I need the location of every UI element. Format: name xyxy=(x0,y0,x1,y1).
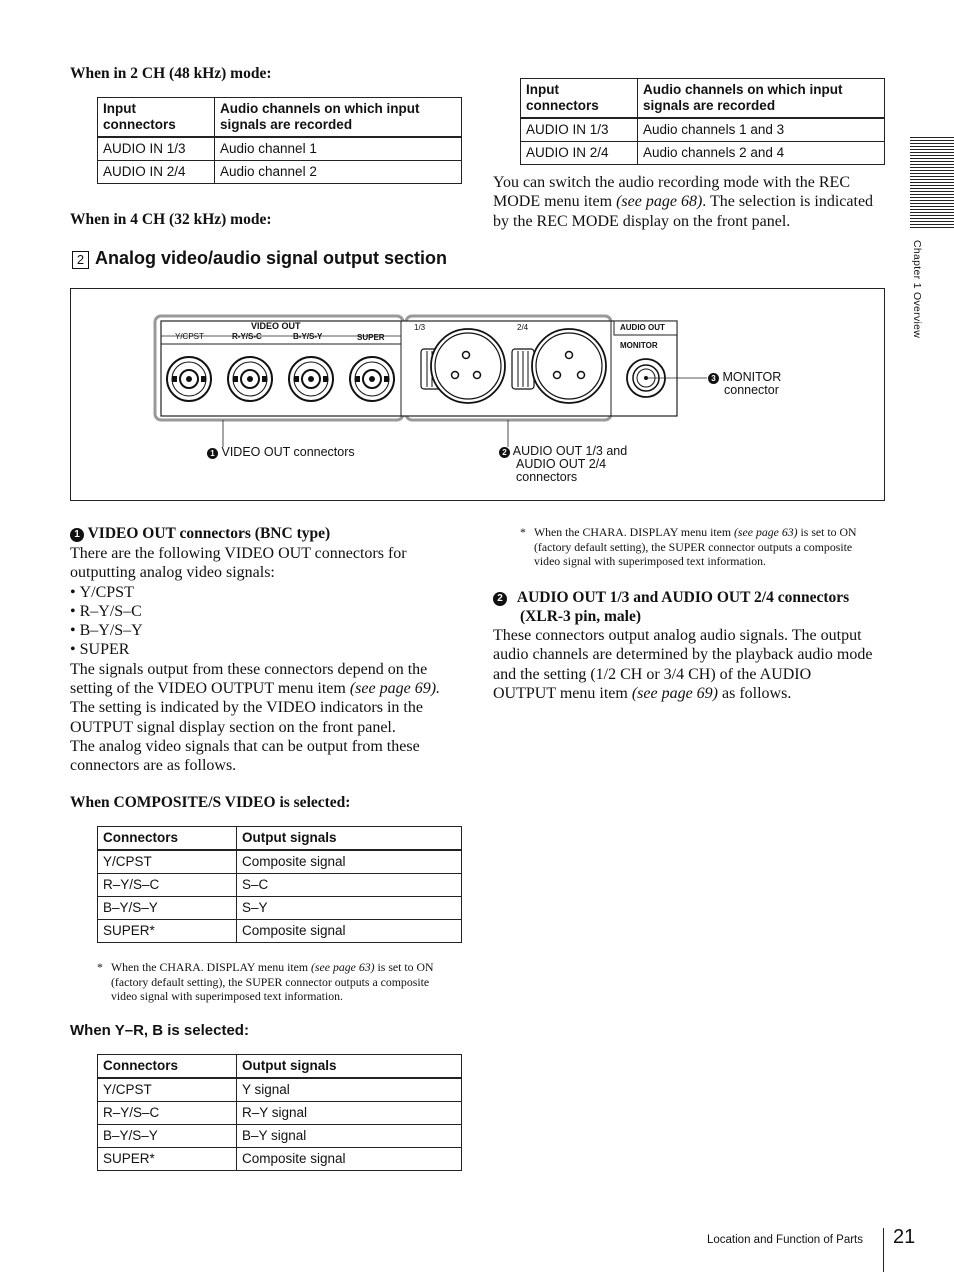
table-cell: SUPER* xyxy=(98,920,237,943)
footnote-marker: * xyxy=(520,525,526,539)
text-line xyxy=(534,525,890,540)
text-line: The setting is indicated by the VIDEO indicators in the xyxy=(70,699,423,717)
bnc-connector-super xyxy=(350,357,394,401)
callout-1 xyxy=(207,446,355,459)
callout-number: 2 xyxy=(499,447,510,458)
table-header-row xyxy=(98,827,462,851)
table-cell: R–Y/S–C xyxy=(98,1102,237,1125)
text-line xyxy=(70,679,470,698)
item-heading-text: VIDEO OUT connectors (BNC type) xyxy=(87,525,331,542)
item-heading-text: AUDIO OUT 1/3 and AUDIO OUT 2/4 connectors xyxy=(516,589,850,606)
table-header-cell: Audio channels on which input signals are recorded xyxy=(638,79,885,119)
mode-4ch-heading: When in 4 CH (32 kHz) mode: xyxy=(70,211,272,228)
table-cell: Audio channel 1 xyxy=(215,137,462,161)
section-number-box: 2 xyxy=(72,251,89,269)
table-header-row xyxy=(98,1055,462,1079)
text-line: video signal with superimposed text information. xyxy=(111,989,343,1004)
table-cell: Y/CPST xyxy=(98,1078,237,1102)
text-span: as follows. xyxy=(722,684,792,702)
text-line: The analog video signals that can be output from these xyxy=(70,737,420,755)
table-cell: Composite signal xyxy=(237,850,462,874)
table-cell: S–Y xyxy=(237,897,462,920)
table-row xyxy=(98,1125,462,1148)
bullet-text: B–Y/S–Y xyxy=(79,622,143,640)
section-title: Analog video/audio signal output section xyxy=(95,248,448,268)
table-header-cell: Audio channels on which input signals are recorded xyxy=(215,98,462,138)
text-line: (factory default setting), the SUPER connector outputs a composite xyxy=(534,539,853,554)
connector-label: Y/CPST xyxy=(175,332,204,341)
bullet-text: Y/CPST xyxy=(79,583,134,601)
text-line xyxy=(493,192,893,211)
text-span: When the CHARA. DISPLAY menu item xyxy=(111,960,309,974)
table-4ch xyxy=(520,78,885,165)
page-number: 21 xyxy=(893,1226,916,1248)
text-line: The signals output from these connectors depend on the xyxy=(70,660,428,678)
table-row xyxy=(98,897,462,920)
table-cell: B–Y/S–Y xyxy=(98,1125,237,1148)
xlr-label: 1/3 xyxy=(414,323,426,332)
text-span: . The selection is indicated xyxy=(702,193,874,211)
text-line: video signal with superimposed text information. xyxy=(534,554,766,569)
callout-text: connector xyxy=(724,383,779,397)
composite-heading: When COMPOSITE/S VIDEO is selected: xyxy=(70,794,351,811)
table-cell: Composite signal xyxy=(237,1148,462,1171)
table-row xyxy=(98,920,462,943)
text-line xyxy=(493,684,893,703)
yrb-heading: When Y–R, B is selected: xyxy=(70,1022,249,1039)
text-line: (factory default setting), the SUPER connector outputs a composite xyxy=(111,974,430,989)
table-row xyxy=(521,118,885,142)
item1-heading xyxy=(70,525,330,543)
text-span: is set to ON xyxy=(377,960,434,974)
sidebar-chapter-label: Chapter 1 Overview xyxy=(911,240,923,339)
table-cell: AUDIO IN 1/3 xyxy=(521,118,638,142)
callout-number: 1 xyxy=(207,448,218,459)
bnc-connector-r-y-s-c xyxy=(228,357,272,401)
table-row xyxy=(98,874,462,897)
table-cell: Y/CPST xyxy=(98,850,237,874)
table-cell: Composite signal xyxy=(237,920,462,943)
text-line: You can switch the audio recording mode with the REC xyxy=(493,174,850,191)
table-cell: R–Y/S–C xyxy=(98,874,237,897)
callout-number: 3 xyxy=(708,373,719,384)
bullet-text: R–Y/S–C xyxy=(79,602,142,620)
audio-out-panel-label: AUDIO OUT xyxy=(620,323,665,332)
table-header-cell: Input connectors xyxy=(521,79,638,119)
text-line xyxy=(111,960,467,975)
page-reference-link[interactable]: (see page 68) xyxy=(616,193,703,211)
connector-label: B-Y/S-Y xyxy=(293,332,323,341)
callout-text: AUDIO OUT 2/4 xyxy=(516,457,607,471)
text-span: MODE menu item xyxy=(493,193,613,211)
rec-mode-paragraph xyxy=(493,173,893,231)
page-reference-link[interactable]: (see page 69) xyxy=(631,684,718,702)
table-cell: Y signal xyxy=(237,1078,462,1102)
table-cell: AUDIO IN 2/4 xyxy=(521,142,638,165)
text-line: These connectors output analog audio signals. The output xyxy=(493,627,862,644)
text-line: There are the following VIDEO OUT connectors for xyxy=(70,545,407,562)
bullet-item: • Y/CPST xyxy=(70,583,134,601)
callout-2 xyxy=(499,445,627,484)
item-number-circle: 2 xyxy=(493,592,507,606)
item1-body xyxy=(70,544,470,776)
page-reference-link[interactable]: (see page 63) xyxy=(734,525,798,539)
table-header-cell: Output signals xyxy=(237,1055,462,1079)
text-span: is set to ON xyxy=(800,525,857,539)
footer-section-name: Location and Function of Parts xyxy=(707,1234,863,1246)
table-header-row xyxy=(521,79,885,119)
xlr-label: 2/4 xyxy=(517,323,529,332)
text-line: and the setting (1/2 CH or 3/4 CH) of the AUDIO xyxy=(493,665,812,683)
bullet-item: • R–Y/S–C xyxy=(70,602,142,620)
item-number-circle: 1 xyxy=(70,528,84,542)
text-span: OUTPUT menu item xyxy=(493,684,628,702)
footer-divider xyxy=(883,1228,884,1272)
section-heading xyxy=(72,248,447,269)
table-row xyxy=(98,850,462,874)
mode-2ch-heading: When in 2 CH (48 kHz) mode: xyxy=(70,65,272,82)
footnote-marker: * xyxy=(97,960,103,974)
table-cell: B–Y signal xyxy=(237,1125,462,1148)
video-out-panel-label: VIDEO OUT xyxy=(251,321,301,331)
text-span: When the CHARA. DISPLAY menu item xyxy=(534,525,732,539)
callout-3 xyxy=(708,371,781,397)
table-cell: AUDIO IN 2/4 xyxy=(98,161,215,184)
bullet-item: • SUPER xyxy=(70,641,130,659)
bullet-item: • B–Y/S–Y xyxy=(70,622,143,640)
table-2ch xyxy=(97,97,462,184)
table-cell: B–Y/S–Y xyxy=(98,897,237,920)
footnote-left xyxy=(97,960,467,1004)
table-row xyxy=(98,137,462,161)
table-row xyxy=(98,1148,462,1171)
table-header-cell: Output signals xyxy=(237,827,462,851)
table-row xyxy=(98,1102,462,1125)
callout-text: VIDEO OUT connectors xyxy=(221,445,355,459)
table-cell: S–C xyxy=(237,874,462,897)
bnc-connector-b-y-s-y xyxy=(289,357,333,401)
table-header-cell: Connectors xyxy=(98,1055,237,1079)
table-cell: R–Y signal xyxy=(237,1102,462,1125)
page-reference-link[interactable]: (see page 63) xyxy=(311,960,375,974)
table-cell: SUPER* xyxy=(98,1148,237,1171)
table-row xyxy=(521,142,885,165)
footnote-right xyxy=(520,525,890,569)
table-header-cell: Connectors xyxy=(98,827,237,851)
text-span: setting of the VIDEO OUTPUT menu item xyxy=(70,680,346,698)
bnc-connector-y-cpst xyxy=(167,357,211,401)
table-cell: Audio channel 2 xyxy=(215,161,462,184)
callout-text: MONITOR xyxy=(722,370,782,384)
connector-label: R-Y/S-C xyxy=(232,332,262,341)
connector-label: SUPER xyxy=(357,333,385,342)
text-line: OUTPUT signal display section on the front panel. xyxy=(70,718,396,736)
table-row xyxy=(98,161,462,184)
table-yrb xyxy=(97,1054,462,1171)
item2-body xyxy=(493,626,893,703)
table-row xyxy=(98,1078,462,1102)
page-reference-link[interactable]: (see page 69). xyxy=(349,680,441,698)
table-composite xyxy=(97,826,462,943)
bullet-text: SUPER xyxy=(79,641,130,659)
table-header-row xyxy=(98,98,462,138)
text-line: by the REC MODE display on the front panel. xyxy=(493,212,791,230)
text-line: outputting analog video signals: xyxy=(70,564,275,582)
text-line: audio channels are determined by the playback audio mode xyxy=(493,646,873,664)
rear-panel-diagram xyxy=(70,288,885,501)
item-heading-text: (XLR-3 pin, male) xyxy=(520,608,641,625)
item2-heading xyxy=(493,588,849,626)
table-header-cell: Input connectors xyxy=(98,98,215,138)
table-cell: AUDIO IN 1/3 xyxy=(98,137,215,161)
table-cell: Audio channels 1 and 3 xyxy=(638,118,885,142)
chapter-tab-stripes xyxy=(910,137,954,230)
callout-text: connectors xyxy=(516,470,578,484)
monitor-panel-label: MONITOR xyxy=(620,341,658,350)
callout-text: AUDIO OUT 1/3 and xyxy=(512,444,628,458)
text-line: connectors are as follows. xyxy=(70,757,237,775)
table-cell: Audio channels 2 and 4 xyxy=(638,142,885,165)
